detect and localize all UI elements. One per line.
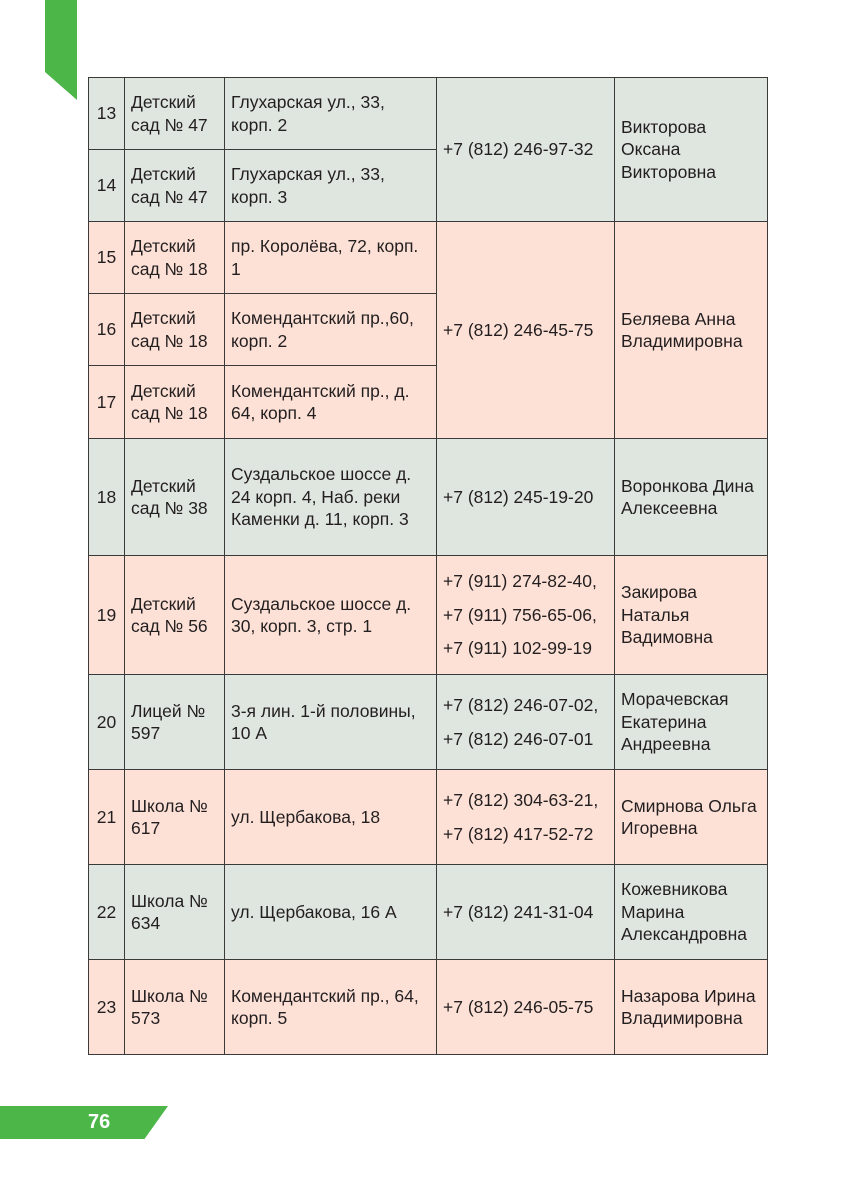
institution-address: ул. Щербакова, 18	[225, 770, 437, 865]
phone-number: +7 (812) 246-07-01	[443, 728, 594, 749]
phone-cell	[437, 865, 615, 960]
phone-cell	[437, 960, 615, 1055]
institution-name: Школа № 573	[125, 960, 225, 1055]
institution-address: ул. Щербакова, 16 А	[225, 865, 437, 960]
row-number: 21	[89, 770, 125, 865]
institution-address: 3-я лин. 1-й половины, 10 А	[225, 675, 437, 770]
phone-number: +7 (812) 304-63-21,	[443, 790, 599, 810]
phone-number: +7 (911) 102-99-19	[443, 638, 593, 659]
institution-name: Детский сад № 47	[125, 150, 225, 222]
table-row	[89, 78, 768, 150]
row-number: 16	[89, 294, 125, 366]
phone-number: +7 (812) 245-19-20	[443, 486, 594, 507]
table-row	[89, 439, 768, 556]
row-number: 14	[89, 150, 125, 222]
contact-person: Беляева Анна Владимировна	[615, 222, 768, 439]
row-number: 17	[89, 366, 125, 439]
contact-person: Морачевская Екатерина Андреевна	[615, 675, 768, 770]
phone-cell	[437, 439, 615, 556]
table-row	[89, 960, 768, 1055]
phone-number: +7 (812) 246-97-32	[443, 139, 594, 160]
row-number: 22	[89, 865, 125, 960]
phone-number: +7 (911) 274-82-40,	[443, 571, 597, 592]
phone-number: +7 (812) 246-07-02,	[443, 695, 599, 715]
institution-name: Детский сад № 18	[125, 366, 225, 439]
phone-number: +7 (812) 246-05-75	[443, 996, 594, 1017]
contact-person: Кожевникова Марина Александровна	[615, 865, 768, 960]
contacts-table	[88, 77, 768, 1055]
table-row	[89, 770, 768, 865]
institution-address: Суздальское шоссе д. 30, корп. 3, стр. 1	[225, 556, 437, 675]
phone-cell	[437, 78, 615, 222]
institution-address: Глухарская ул., 33, корп. 3	[225, 150, 437, 222]
phone-number: +7 (911) 756-65-06,	[443, 604, 597, 625]
table-row	[89, 556, 768, 675]
corner-decoration	[45, 0, 77, 100]
row-number: 13	[89, 78, 125, 150]
table-row	[89, 865, 768, 960]
phone-number: +7 (812) 417-52-72	[443, 823, 594, 844]
contact-person: Назарова Ирина Владимировна	[615, 960, 768, 1055]
institution-name: Детский сад № 47	[125, 78, 225, 150]
row-number: 19	[89, 556, 125, 675]
institution-name: Школа № 634	[125, 865, 225, 960]
table-row	[89, 222, 768, 294]
row-number: 20	[89, 675, 125, 770]
institution-name: Детский сад № 56	[125, 556, 225, 675]
contact-person: Воронкова Дина Алексеевна	[615, 439, 768, 556]
institution-name: Детский сад № 18	[125, 222, 225, 294]
contact-person: Смирнова Ольга Игоревна	[615, 770, 768, 865]
institution-name: Детский сад № 18	[125, 294, 225, 366]
contact-person: Викторова Оксана Викторовна	[615, 78, 768, 222]
phone-cell	[437, 675, 615, 770]
institution-name: Детский сад № 38	[125, 439, 225, 556]
contact-person: Закирова Наталья Вадимовна	[615, 556, 768, 675]
table-row	[89, 675, 768, 770]
row-number: 23	[89, 960, 125, 1055]
institution-name: Школа № 617	[125, 770, 225, 865]
row-number: 15	[89, 222, 125, 294]
phone-cell	[437, 556, 615, 675]
institution-address: пр. Королёва, 72, корп. 1	[225, 222, 437, 294]
institution-address: Комендантский пр.,60, корп. 2	[225, 294, 437, 366]
institution-address: Комендантский пр., 64, корп. 5	[225, 960, 437, 1055]
institution-address: Суздальское шоссе д. 24 корп. 4, Наб. реки Каменки д. 11, корп. 3	[225, 439, 437, 556]
page-footer-band	[0, 1106, 168, 1139]
phone-cell	[437, 770, 615, 865]
phone-number: +7 (812) 246-45-75	[443, 319, 594, 340]
phone-number: +7 (812) 241-31-04	[443, 901, 594, 922]
phone-cell	[437, 222, 615, 439]
page-number: 76	[88, 1111, 111, 1133]
institution-address: Глухарская ул., 33, корп. 2	[225, 78, 437, 150]
institution-name: Лицей № 597	[125, 675, 225, 770]
institution-address: Комендантский пр., д. 64, корп. 4	[225, 366, 437, 439]
row-number: 18	[89, 439, 125, 556]
